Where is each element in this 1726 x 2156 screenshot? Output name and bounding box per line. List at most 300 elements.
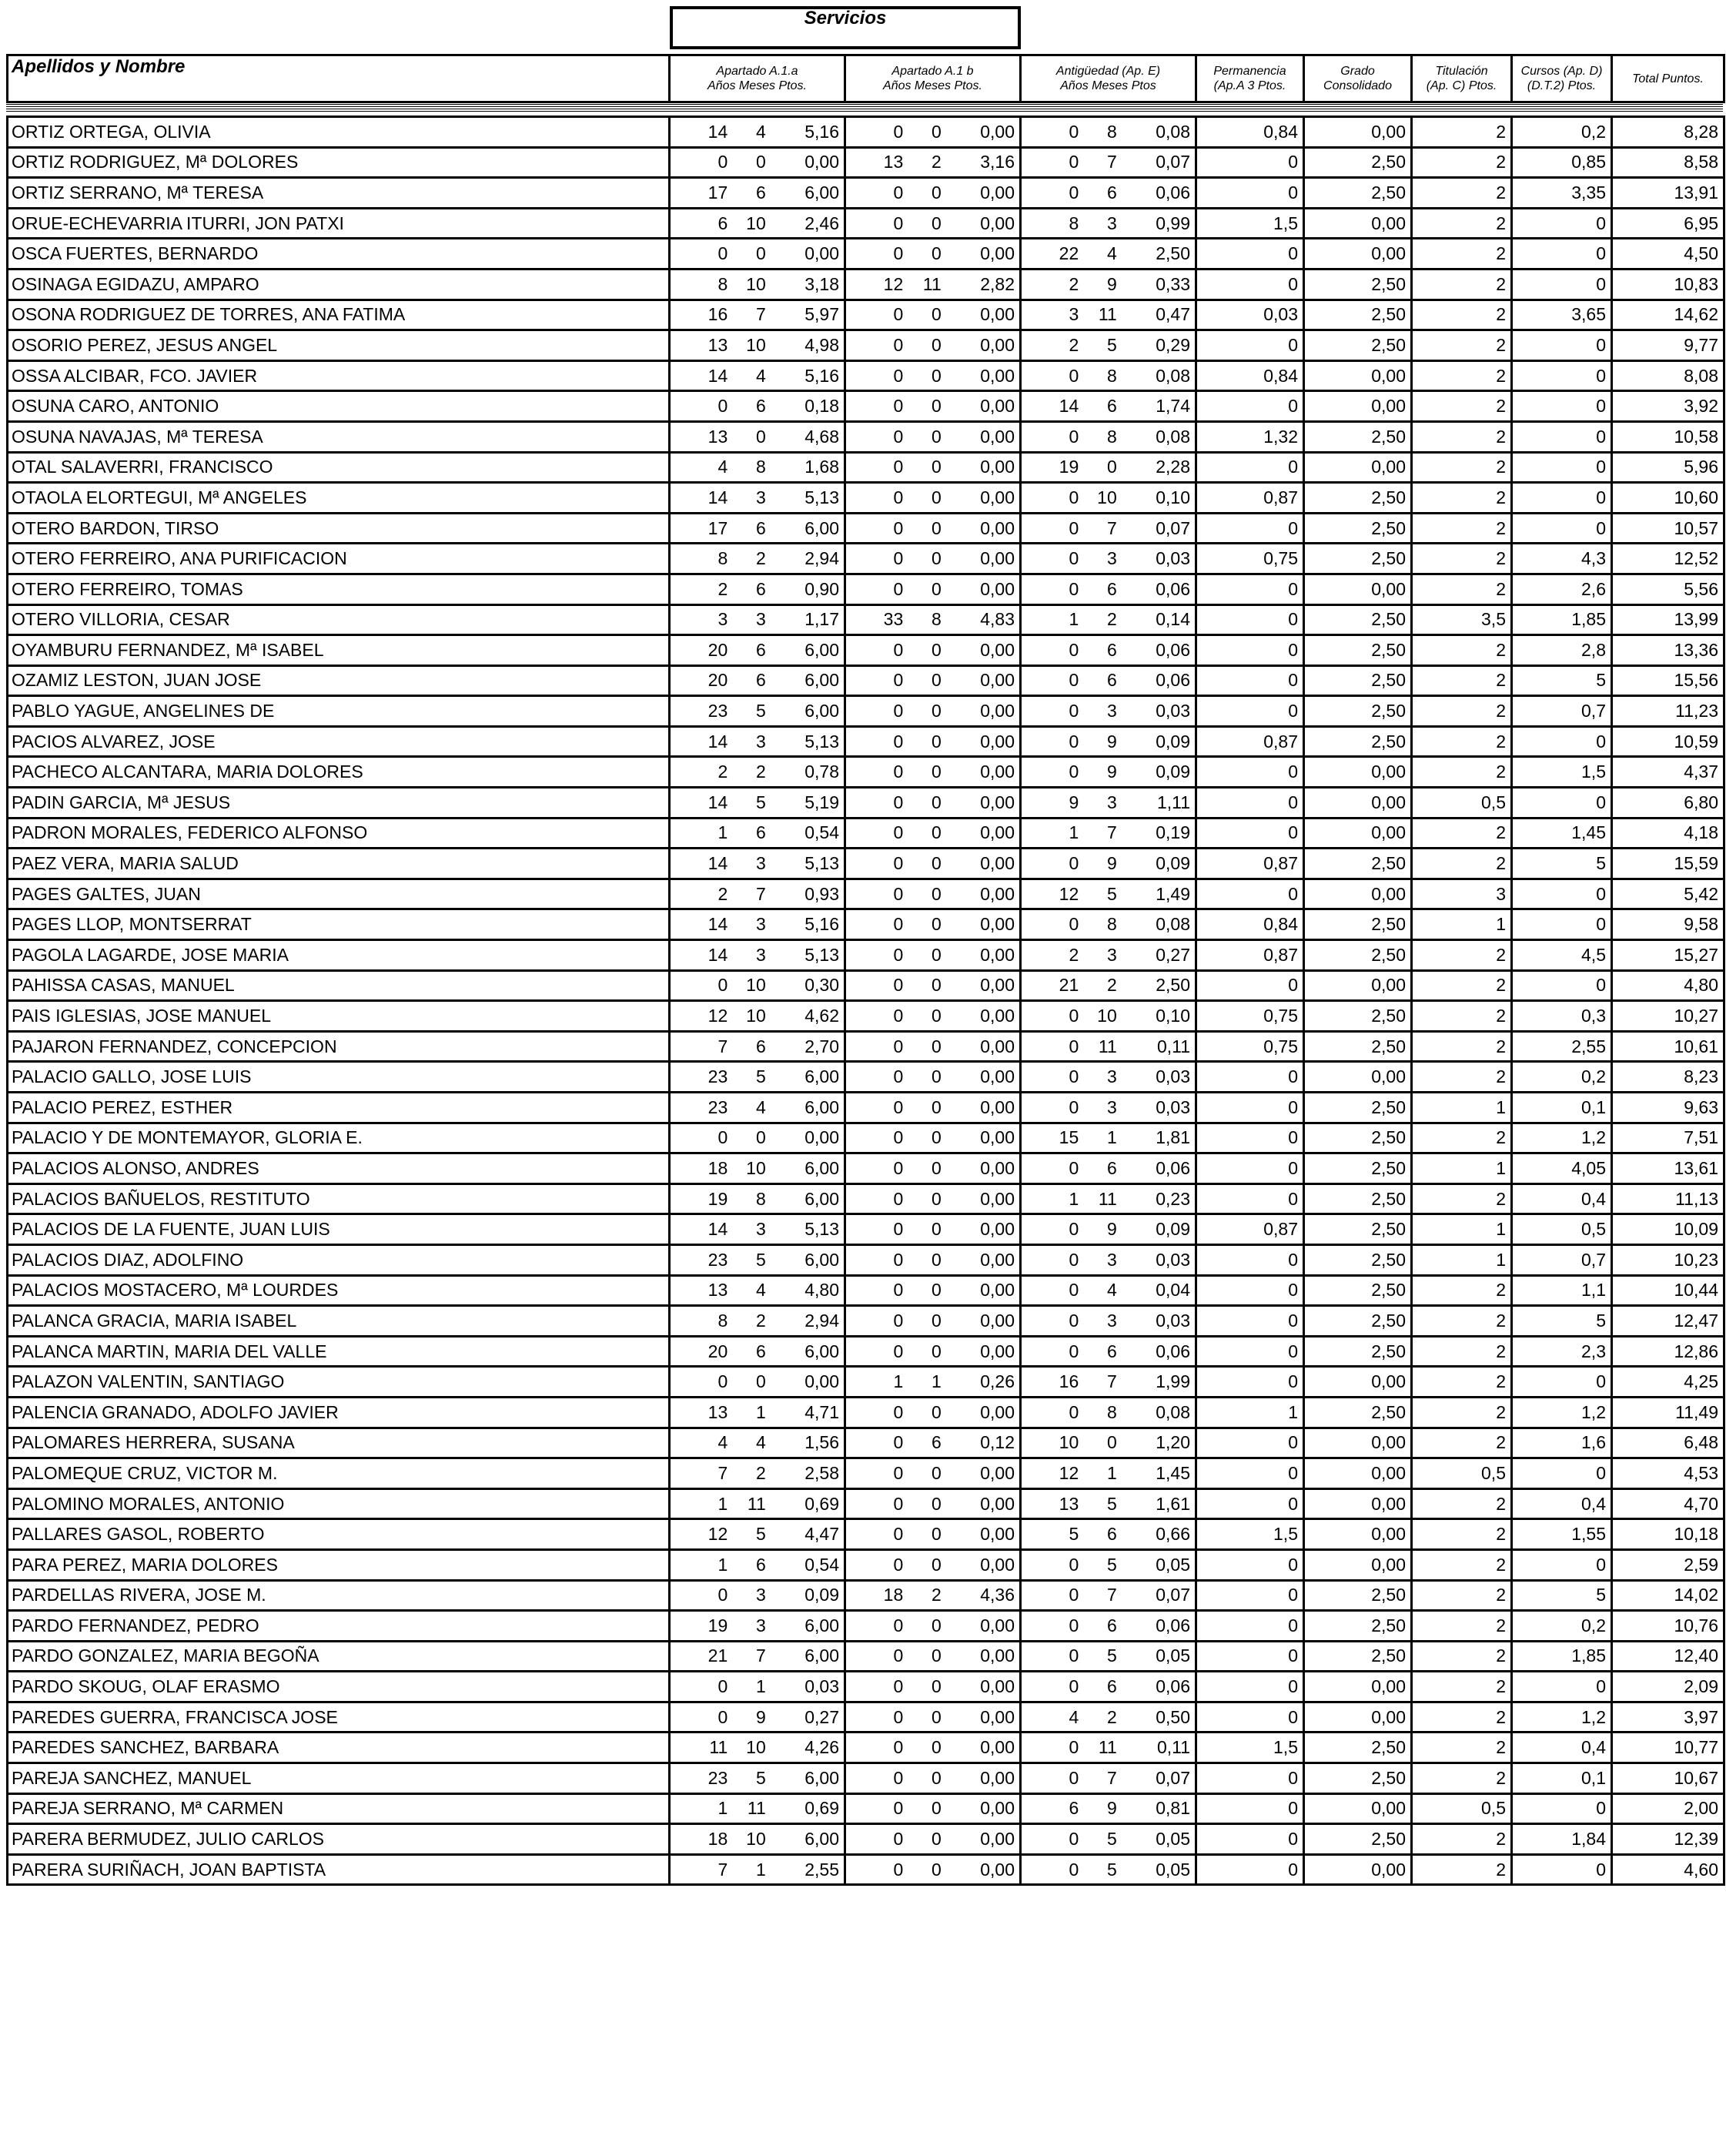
cell-apartado-a1b-ptos: 0,00 [980, 213, 1015, 233]
cell-apartado-a1b-meses: 0 [931, 121, 942, 142]
cell-apartado-a1b [845, 604, 1021, 635]
cell-apartado-a1a [670, 1732, 845, 1763]
cell-titulacion: 2 [1412, 1763, 1512, 1794]
table-row [8, 1458, 1724, 1489]
cell-apartado-a1b-meses: 0 [931, 883, 942, 904]
cell-cursos: 5 [1512, 1306, 1612, 1337]
cell-permanencia: 0 [1196, 178, 1304, 209]
cell-name: PALACIOS DE LA FUENTE, JUAN LUIS [8, 1214, 670, 1245]
cell-permanencia: 0 [1196, 1488, 1304, 1519]
cell-apartado-a1b [845, 1001, 1021, 1032]
cell-antiguedad-anos: 15 [1059, 1127, 1079, 1148]
cell-antiguedad-meses: 7 [1106, 517, 1117, 538]
cell-antiguedad-ptos: 0,07 [1156, 1767, 1190, 1788]
cell-cursos: 0,1 [1512, 1093, 1612, 1123]
cell-total: 8,28 [1612, 117, 1724, 148]
cell-total: 4,25 [1612, 1367, 1724, 1398]
cell-titulacion: 2 [1412, 1672, 1512, 1702]
cell-apartado-a1a-ptos: 6,00 [804, 1341, 839, 1361]
cell-grado: 0,00 [1304, 818, 1412, 849]
cell-antiguedad-meses: 6 [1106, 578, 1117, 599]
table-row [8, 909, 1724, 940]
cell-apartado-a1b [845, 1214, 1021, 1245]
cell-apartado-a1a [670, 1031, 845, 1062]
cell-apartado-a1a [670, 360, 845, 391]
cell-grado: 0,00 [1304, 1672, 1412, 1702]
cell-apartado-a1b-ptos: 0,00 [980, 517, 1015, 538]
cell-total: 15,56 [1612, 665, 1724, 696]
cell-apartado-a1b-ptos: 0,00 [980, 1036, 1015, 1056]
cell-name: OSORIO PEREZ, JESUS ANGEL [8, 330, 670, 361]
cell-cursos: 1,2 [1512, 1702, 1612, 1732]
cell-antiguedad-ptos: 0,08 [1156, 426, 1190, 447]
cell-antiguedad-anos: 1 [1069, 822, 1079, 843]
cell-apartado-a1b-ptos: 0,00 [980, 1280, 1015, 1301]
cell-titulacion: 0,5 [1412, 1793, 1512, 1824]
cell-antiguedad-meses: 5 [1106, 334, 1117, 355]
cell-grado: 2,50 [1304, 269, 1412, 300]
cell-antiguedad-meses: 9 [1106, 1798, 1117, 1819]
cell-antiguedad-meses: 7 [1106, 1371, 1117, 1392]
cell-antiguedad [1021, 513, 1196, 544]
cell-apartado-a1b-meses: 0 [931, 731, 942, 752]
table-row [8, 696, 1724, 727]
cell-apartado-a1a-ptos: 1,68 [804, 457, 839, 477]
cell-permanencia: 0 [1196, 1428, 1304, 1458]
table-row [8, 1611, 1724, 1642]
cell-apartado-a1b-ptos: 0,00 [980, 1645, 1015, 1666]
cell-apartado-a1a-ptos: 6,00 [804, 182, 839, 203]
cell-antiguedad-ptos: 0,81 [1156, 1798, 1190, 1819]
cell-apartado-a1a-meses: 10 [746, 273, 766, 294]
cell-permanencia: 0 [1196, 330, 1304, 361]
cell-name: PARDELLAS RIVERA, JOSE M. [8, 1580, 670, 1611]
cell-apartado-a1a-meses: 5 [755, 1066, 766, 1087]
cell-antiguedad-anos: 0 [1069, 670, 1079, 691]
cell-apartado-a1a-ptos: 4,71 [804, 1401, 839, 1422]
cell-antiguedad [1021, 909, 1196, 940]
cell-antiguedad-anos: 0 [1069, 182, 1079, 203]
cell-antiguedad-anos: 0 [1069, 1006, 1079, 1026]
cell-antiguedad-meses: 3 [1106, 792, 1117, 812]
cell-apartado-a1a-anos: 20 [707, 670, 728, 691]
header-apartado-a1a: Apartado A.1.a Años Meses Ptos. [670, 55, 845, 102]
cell-permanencia: 0,87 [1196, 726, 1304, 757]
cell-grado: 0,00 [1304, 970, 1412, 1001]
cell-antiguedad-ptos: 0,03 [1156, 701, 1190, 721]
cell-antiguedad-anos: 0 [1069, 1310, 1079, 1331]
cell-antiguedad-ptos: 0,47 [1156, 304, 1190, 325]
cell-apartado-a1b-meses: 0 [931, 1219, 942, 1240]
cell-apartado-a1a [670, 1672, 845, 1702]
cell-antiguedad-meses: 5 [1106, 1645, 1117, 1666]
cell-antiguedad-anos: 0 [1069, 762, 1079, 782]
cell-antiguedad-meses: 6 [1106, 1341, 1117, 1361]
cell-antiguedad-anos: 0 [1069, 1066, 1079, 1087]
cell-antiguedad-ptos: 0,08 [1156, 914, 1190, 935]
cell-permanencia: 0,87 [1196, 940, 1304, 971]
cell-apartado-a1b [845, 1458, 1021, 1489]
cell-apartado-a1a-meses: 10 [746, 1006, 766, 1026]
cell-apartado-a1a [670, 1824, 845, 1855]
cell-name: PARDO FERNANDEZ, PEDRO [8, 1611, 670, 1642]
cell-antiguedad [1021, 1488, 1196, 1519]
cell-apartado-a1b [845, 849, 1021, 879]
cell-apartado-a1b-anos: 0 [893, 1310, 904, 1331]
cell-apartado-a1a-ptos: 4,62 [804, 1006, 839, 1026]
cell-titulacion: 2 [1412, 1367, 1512, 1398]
cell-apartado-a1b-meses: 0 [931, 365, 942, 386]
cell-permanencia: 0 [1196, 269, 1304, 300]
cell-apartado-a1a-meses: 4 [755, 1432, 766, 1453]
table-row [8, 788, 1724, 819]
cell-grado: 0,00 [1304, 574, 1412, 604]
cell-apartado-a1b-anos: 0 [893, 1401, 904, 1422]
cell-apartado-a1a-meses: 0 [755, 243, 766, 264]
cell-name: PAREDES SANCHEZ, BARBARA [8, 1732, 670, 1763]
cell-apartado-a1a [670, 1854, 845, 1885]
cell-apartado-a1b-ptos: 0,00 [980, 1249, 1015, 1270]
cell-antiguedad-ptos: 0,99 [1156, 213, 1190, 233]
cell-apartado-a1a-ptos: 6,00 [804, 1066, 839, 1087]
cell-name: PAREDES GUERRA, FRANCISCA JOSE [8, 1702, 670, 1732]
cell-antiguedad-anos: 0 [1069, 1585, 1079, 1605]
cell-apartado-a1a-meses: 1 [755, 1676, 766, 1697]
cell-apartado-a1b-ptos: 0,00 [980, 1524, 1015, 1545]
cell-apartado-a1a [670, 391, 845, 422]
cell-apartado-a1a [670, 726, 845, 757]
cell-antiguedad-anos: 0 [1069, 853, 1079, 874]
cell-apartado-a1b-ptos: 0,26 [980, 1371, 1015, 1392]
table-row [8, 1306, 1724, 1337]
cell-antiguedad-ptos: 0,03 [1156, 1310, 1190, 1331]
cell-antiguedad [1021, 635, 1196, 666]
cell-cursos: 0 [1512, 1549, 1612, 1580]
cell-titulacion: 2 [1412, 635, 1512, 666]
cell-apartado-a1b [845, 1031, 1021, 1062]
cell-apartado-a1a-anos: 0 [717, 1371, 728, 1392]
cell-total: 3,92 [1612, 391, 1724, 422]
cell-apartado-a1a-ptos: 5,19 [804, 792, 839, 812]
cell-antiguedad-ptos: 0,27 [1156, 944, 1190, 965]
cell-antiguedad [1021, 483, 1196, 514]
cell-name: PAEZ VERA, MARIA SALUD [8, 849, 670, 879]
cell-apartado-a1b [845, 147, 1021, 178]
cell-name: PALACIOS DIAZ, ADOLFINO [8, 1244, 670, 1275]
cell-antiguedad-ptos: 0,66 [1156, 1524, 1190, 1545]
cell-apartado-a1b-meses: 0 [931, 1829, 942, 1850]
cell-apartado-a1b [845, 1580, 1021, 1611]
cell-apartado-a1b-anos: 0 [893, 1524, 904, 1545]
cell-titulacion: 2 [1412, 239, 1512, 270]
cell-apartado-a1a [670, 1244, 845, 1275]
cell-name: OZAMIZ LESTON, JUAN JOSE [8, 665, 670, 696]
cell-grado: 0,00 [1304, 879, 1412, 909]
cell-apartado-a1a-ptos: 5,13 [804, 1219, 839, 1240]
cell-permanencia: 0 [1196, 1123, 1304, 1153]
cell-apartado-a1a-meses: 6 [755, 639, 766, 660]
cell-antiguedad-ptos: 1,81 [1156, 1127, 1190, 1148]
cell-titulacion: 2 [1412, 360, 1512, 391]
cell-apartado-a1b-meses: 0 [931, 1096, 942, 1117]
cell-name: PAGOLA LAGARDE, JOSE MARIA [8, 940, 670, 971]
cell-apartado-a1b-anos: 0 [893, 426, 904, 447]
cell-titulacion: 2 [1412, 1183, 1512, 1214]
cell-apartado-a1b-ptos: 0,00 [980, 1462, 1015, 1483]
cell-permanencia: 0 [1196, 1244, 1304, 1275]
cell-cursos: 0 [1512, 421, 1612, 452]
cell-apartado-a1b-ptos: 0,12 [980, 1432, 1015, 1453]
cell-apartado-a1b-ptos: 0,00 [980, 426, 1015, 447]
cell-name: OTERO FERREIRO, TOMAS [8, 574, 670, 604]
cell-cursos: 2,8 [1512, 635, 1612, 666]
table-row [8, 1549, 1724, 1580]
cell-antiguedad-ptos: 0,06 [1156, 578, 1190, 599]
cell-grado: 2,50 [1304, 726, 1412, 757]
cell-total: 12,47 [1612, 1306, 1724, 1337]
cell-antiguedad-meses: 11 [1098, 1737, 1117, 1758]
cell-apartado-a1a-ptos: 5,16 [804, 914, 839, 935]
cell-permanencia: 0 [1196, 1854, 1304, 1885]
cell-apartado-a1b [845, 574, 1021, 604]
table-row [8, 208, 1724, 239]
cell-apartado-a1a-meses: 0 [755, 152, 766, 172]
cell-antiguedad-anos: 0 [1069, 1676, 1079, 1697]
cell-permanencia: 0 [1196, 1367, 1304, 1398]
cell-apartado-a1a [670, 1367, 845, 1398]
cell-cursos: 0 [1512, 788, 1612, 819]
cell-apartado-a1b [845, 1123, 1021, 1153]
cell-antiguedad [1021, 1549, 1196, 1580]
cell-antiguedad-ptos: 0,06 [1156, 1157, 1190, 1178]
cell-cursos: 0,4 [1512, 1183, 1612, 1214]
cell-apartado-a1a-anos: 4 [717, 457, 728, 477]
cell-apartado-a1b [845, 635, 1021, 666]
cell-apartado-a1a [670, 696, 845, 727]
cell-apartado-a1b [845, 360, 1021, 391]
cell-apartado-a1a-anos: 0 [717, 1706, 728, 1727]
cell-apartado-a1a-ptos: 0,54 [804, 822, 839, 843]
cell-permanencia: 0 [1196, 1183, 1304, 1214]
cell-apartado-a1a-anos: 14 [707, 731, 728, 752]
cell-titulacion: 2 [1412, 696, 1512, 727]
cell-antiguedad-meses: 8 [1106, 426, 1117, 447]
cell-titulacion: 2 [1412, 1488, 1512, 1519]
cell-apartado-a1a [670, 1793, 845, 1824]
cell-apartado-a1a [670, 909, 845, 940]
cell-antiguedad [1021, 1244, 1196, 1275]
cell-apartado-a1a-ptos: 4,26 [804, 1737, 839, 1758]
cell-total: 15,27 [1612, 940, 1724, 971]
cell-apartado-a1a-ptos: 0,54 [804, 1554, 839, 1575]
cell-antiguedad-meses: 10 [1097, 487, 1117, 507]
cell-apartado-a1a-meses: 3 [755, 914, 766, 935]
cell-apartado-a1a-ptos: 5,16 [804, 365, 839, 386]
cell-antiguedad-anos: 9 [1069, 792, 1079, 812]
cell-apartado-a1b [845, 1549, 1021, 1580]
cell-titulacion: 2 [1412, 757, 1512, 788]
cell-titulacion: 2 [1412, 1519, 1512, 1550]
cell-grado: 2,50 [1304, 665, 1412, 696]
cell-name: OTERO VILLORIA, CESAR [8, 604, 670, 635]
cell-titulacion: 2 [1412, 574, 1512, 604]
cell-permanencia: 1,5 [1196, 1519, 1304, 1550]
cell-apartado-a1a-anos: 21 [707, 1645, 728, 1666]
cell-grado: 2,50 [1304, 635, 1412, 666]
cell-apartado-a1b-ptos: 0,00 [980, 457, 1015, 477]
cell-antiguedad [1021, 147, 1196, 178]
cell-apartado-a1b [845, 879, 1021, 909]
cell-antiguedad-anos: 0 [1069, 365, 1079, 386]
cell-apartado-a1a-anos: 14 [707, 944, 728, 965]
cell-name: OSUNA CARO, ANTONIO [8, 391, 670, 422]
cell-apartado-a1b-ptos: 0,00 [980, 1006, 1015, 1026]
cell-name: PAJARON FERNANDEZ, CONCEPCION [8, 1031, 670, 1062]
cell-antiguedad [1021, 117, 1196, 148]
cell-permanencia: 0 [1196, 1336, 1304, 1367]
cell-apartado-a1a-ptos: 4,98 [804, 334, 839, 355]
cell-antiguedad-ptos: 1,20 [1156, 1432, 1190, 1453]
cell-cursos: 0 [1512, 513, 1612, 544]
cell-name: PARA PEREZ, MARIA DOLORES [8, 1549, 670, 1580]
cell-antiguedad-anos: 13 [1059, 1493, 1079, 1514]
cell-apartado-a1a [670, 1214, 845, 1245]
cell-apartado-a1b-anos: 0 [893, 213, 904, 233]
cell-antiguedad-meses: 2 [1106, 1706, 1117, 1727]
cell-antiguedad [1021, 300, 1196, 330]
cell-antiguedad-meses: 9 [1106, 731, 1117, 752]
cell-apartado-a1a-ptos: 4,47 [804, 1524, 839, 1545]
cell-apartado-a1a-anos: 20 [707, 639, 728, 660]
cell-cursos: 0 [1512, 360, 1612, 391]
cell-apartado-a1a [670, 1488, 845, 1519]
cell-antiguedad-ptos: 1,45 [1156, 1462, 1190, 1483]
cell-antiguedad-meses: 7 [1106, 1585, 1117, 1605]
cell-apartado-a1b-meses: 0 [931, 1188, 942, 1209]
cell-permanencia: 0 [1196, 1763, 1304, 1794]
cell-cursos: 4,3 [1512, 544, 1612, 574]
cell-apartado-a1a [670, 330, 845, 361]
cell-apartado-a1a-meses: 4 [755, 121, 766, 142]
header-total: Total Puntos. [1612, 55, 1724, 102]
cell-apartado-a1b [845, 178, 1021, 209]
cell-apartado-a1a-anos: 14 [707, 487, 728, 507]
cell-total: 10,61 [1612, 1031, 1724, 1062]
cell-permanencia: 0 [1196, 1793, 1304, 1824]
cell-apartado-a1a-anos: 0 [717, 1127, 728, 1148]
cell-permanencia: 0 [1196, 147, 1304, 178]
cell-name: OTAOLA ELORTEGUI, Mª ANGELES [8, 483, 670, 514]
cell-antiguedad-meses: 7 [1106, 822, 1117, 843]
cell-total: 13,99 [1612, 604, 1724, 635]
cell-permanencia: 0 [1196, 1093, 1304, 1123]
cell-apartado-a1b-ptos: 0,00 [980, 1188, 1015, 1209]
cell-grado: 2,50 [1304, 1732, 1412, 1763]
cell-antiguedad-ptos: 0,11 [1156, 1737, 1190, 1758]
table-row [8, 1488, 1724, 1519]
table-row [8, 117, 1724, 148]
cell-cursos: 0,4 [1512, 1732, 1612, 1763]
cell-antiguedad-meses: 11 [1098, 1036, 1117, 1056]
cell-total: 11,13 [1612, 1183, 1724, 1214]
cell-antiguedad-meses: 0 [1106, 1432, 1117, 1453]
cell-apartado-a1b-meses: 0 [931, 1006, 942, 1026]
cell-apartado-a1a-ptos: 0,09 [804, 1585, 839, 1605]
cell-apartado-a1a-anos: 8 [717, 548, 728, 569]
cell-permanencia: 1 [1196, 1397, 1304, 1428]
cell-apartado-a1b-anos: 0 [893, 762, 904, 782]
cell-apartado-a1b-meses: 0 [931, 1310, 942, 1331]
cell-apartado-a1b-meses: 0 [931, 1676, 942, 1697]
cell-apartado-a1b-ptos: 0,00 [980, 334, 1015, 355]
cell-apartado-a1a-anos: 0 [717, 975, 728, 996]
cell-antiguedad [1021, 788, 1196, 819]
cell-apartado-a1a-ptos: 0,00 [804, 1127, 839, 1148]
cell-apartado-a1a-anos: 0 [717, 243, 728, 264]
cell-total: 13,61 [1612, 1153, 1724, 1184]
cell-antiguedad-ptos: 0,05 [1156, 1829, 1190, 1850]
cell-antiguedad-meses: 5 [1106, 1554, 1117, 1575]
cell-apartado-a1b-meses: 0 [931, 853, 942, 874]
cell-antiguedad [1021, 1275, 1196, 1306]
cell-apartado-a1b [845, 1428, 1021, 1458]
cell-antiguedad-meses: 8 [1106, 121, 1117, 142]
cell-titulacion: 2 [1412, 1397, 1512, 1428]
cell-titulacion: 2 [1412, 1306, 1512, 1337]
cell-apartado-a1a-meses: 6 [755, 578, 766, 599]
cell-antiguedad-anos: 0 [1069, 1157, 1079, 1178]
table-row [8, 849, 1724, 879]
cell-antiguedad-anos: 0 [1069, 914, 1079, 935]
servicios-header-box [670, 6, 1021, 49]
cell-antiguedad-meses: 6 [1106, 396, 1117, 417]
cell-total: 10,27 [1612, 1001, 1724, 1032]
cell-titulacion: 2 [1412, 849, 1512, 879]
cell-antiguedad-meses: 3 [1106, 1249, 1117, 1270]
cell-apartado-a1a-meses: 3 [755, 1585, 766, 1605]
cell-apartado-a1b [845, 391, 1021, 422]
cell-apartado-a1b-anos: 0 [893, 487, 904, 507]
cell-antiguedad-ptos: 0,14 [1156, 609, 1190, 630]
cell-apartado-a1a [670, 1641, 845, 1672]
cell-antiguedad-anos: 0 [1069, 1737, 1079, 1758]
cell-apartado-a1b-meses: 0 [931, 670, 942, 691]
cell-titulacion: 2 [1412, 208, 1512, 239]
cell-apartado-a1b-anos: 0 [893, 1859, 904, 1880]
cell-antiguedad-ptos: 0,06 [1156, 1341, 1190, 1361]
cell-permanencia: 1,5 [1196, 208, 1304, 239]
cell-total: 4,60 [1612, 1854, 1724, 1885]
cell-antiguedad-anos: 12 [1059, 883, 1079, 904]
cell-antiguedad-ptos: 0,05 [1156, 1554, 1190, 1575]
cell-antiguedad-meses: 9 [1106, 273, 1117, 294]
table-row [8, 1824, 1724, 1855]
cell-cursos: 5 [1512, 849, 1612, 879]
table-row [8, 757, 1724, 788]
cell-antiguedad-anos: 4 [1069, 1706, 1079, 1727]
cell-permanencia: 0,03 [1196, 300, 1304, 330]
cell-apartado-a1b-ptos: 0,00 [980, 548, 1015, 569]
cell-total: 12,86 [1612, 1336, 1724, 1367]
cell-antiguedad-ptos: 0,06 [1156, 1615, 1190, 1635]
cell-apartado-a1b-anos: 0 [893, 670, 904, 691]
cell-apartado-a1a-meses: 0 [755, 1371, 766, 1392]
cell-apartado-a1b [845, 1336, 1021, 1367]
cell-antiguedad-ptos: 1,74 [1156, 396, 1190, 417]
cell-name: PAREJA SERRANO, Mª CARMEN [8, 1793, 670, 1824]
cell-cursos: 4,05 [1512, 1153, 1612, 1184]
cell-apartado-a1a-meses: 2 [755, 1462, 766, 1483]
